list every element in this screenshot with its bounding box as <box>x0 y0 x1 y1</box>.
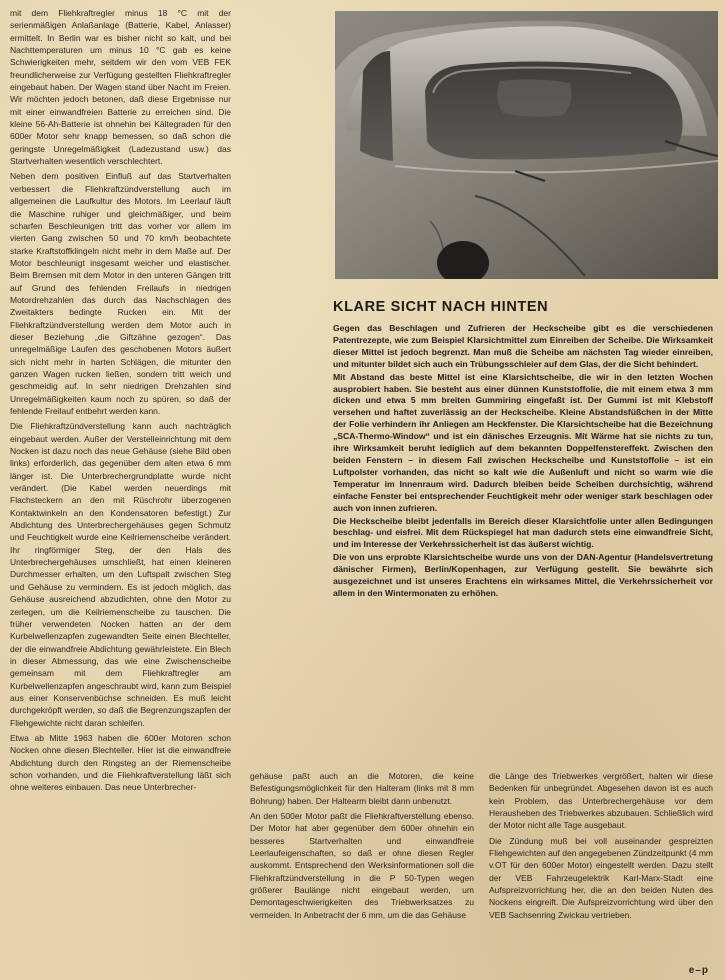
left-paragraph-3: Die Fliehkraftzündverstellung kann auch nachträglich eingebaut werden. Außer der Verstelleinrichtung mit dem Nocken ist dazu noch das neue Gehäuse (siehe Bild oben links) erforderlich, das gegenüber dem alten etwa 6 mm länger ist. Die Unterbrechergrundplatte wurde nicht verändert. (Die Kabel werden neuerdings mit Flachsteckern an den mit Rüschrohr überzogenen Kontaktwinkeln an den Kondensatoren befestigt.) Zur Abdichtung des Unterbrechergehäuses gegen Schmutz und Feuchtigkeit wurde eine Keilriemenscheibe verändert. Ihr ringförmiger Steg, der den Hals des Unterbrechergehäuses umschließt, hat einen kleineren Durchmesser erhalten, um den Luftspalt zwischen Steg und Gehäuse zu vermindern. Es ist jedoch möglich, das Gehäuse ausreichend abzudichten, ohne den Motor zu zerlegen, um die Keilriemenscheibe zu tauschen. Die früher verwendeten Nocken hatten an der dem Kurbelwellenzapfen zugewandten Seite einen Blechteller, der die einwandfreie Abdichtung gewährleistete. Ein Blech in dieser Abmessung, das wie eine Zwischenscheibe gemeinsam mit dem Fliehkraftregler am Kurbelwellenzapfen angeschraubt wird, kann zum Beispiel aus einer Konservenbüchse schneiden. Es muß leicht durchgekröpft werden, so daß die Begrenzungszapfen der Fliehgewichte nicht daran schleifen. <box>10 421 231 728</box>
left-text-column <box>10 7 231 977</box>
article-heading: KLARE SICHT NACH HINTEN <box>333 299 549 315</box>
car-rear-window-photo <box>335 11 718 279</box>
middle-paragraph-1: gehäuse paßt auch an die Motoren, die keine Befestigungsmöglichkeit für den Halteram (links mit 8 mm Bohrung) haben. Der Haltearm bleibt dann unbenutzt. <box>250 771 474 806</box>
right-text-column <box>489 770 713 975</box>
middle-paragraph-2: An den 500er Motor paßt die Fliehkraftverstellung ebenso. Der Motor hat aber gegenüber dem 600er ohnehin ein besseres Startverhalten und einwandfreie Leerlaufeigenschaften, so daß er ohne diesen Regler auskommt. Entsprechend den Werksinformationen soll die Fliehkraftzündverstellung in die P 50-Typen wegen größerer Baulänge nicht eingebaut werden, um Demontageschwierigkeiten des Triebwerksatzes zu vermeiden. In Anbetracht der 6 mm, um die das Gehäuse <box>250 811 474 920</box>
right-paragraph-2: Die Zündung muß bei voll auseinander gespreizten Fliehgewichten auf den angegebenen Zündzeitpunkt (4 mm v.OT für den 600er Motor) eingestellt werden. Dazu stellt der VEB Fahrzeugelektrik Karl-Marx-Stadt eine Aufspreizvorrichtung her, die an den beiden Nuten des Nockens eingreift. Die Aufspreizvorrichtung wird über den VEB Sachsenring Zwickau vertrieben. <box>489 835 713 920</box>
article-paragraph-3: Die Heckscheibe bleibt jedenfalls im Bereich dieser Klarsichtfolie unter allen Bedingungen beschlag- und eisfrei. Mit dem Rückspiegel hat man dadurch stets eine einwandfreie Sicht, und im Interesse der Verkehrssicherheit ist das äußerst wichtig. <box>333 515 713 550</box>
left-paragraph-4: Etwa ab Mitte 1963 haben die 600er Motoren schon Nocken ohne diesen Blechteller. Hier ist die einwandfreie Abdichtung durch den Ringsteg an der Riemenscheibe schon vorhanden, und die Fliehkraftverstellung läßt sich ohne weiteres einbauen. Das neue Unterbrecher- <box>10 732 231 793</box>
right-paragraph-1: die Länge des Triebwerkes vergrößert, halten wir diese Bedenken für unbegründet. Abgesehen davon ist es auch kein Problem, das Unterbrechergehäuse vor dem Herausheben des Triebwerkes abzubauen. Schließlich wird der Motor nicht alle Tage ausgebaut. <box>489 771 713 831</box>
article-paragraph-1: Gegen das Beschlagen und Zufrieren der Heckscheibe gibt es die verschiedenen Patentrezepte, wie zum Beispiel Klarsichtmittel zum Einreiben der Scheibe. Die Wirksamkeit dieser Mittel ist jedoch begrenzt. Man muß die Scheibe am nächsten Tag wieder einreiben, und mitunter bildet sich auch ein Trübungsschleier auf dem Glas, der die Sicht behindert. <box>333 323 713 369</box>
article-body <box>333 323 713 678</box>
author-signature: e–p <box>688 965 709 976</box>
article-paragraph-2: Mit Abstand das beste Mittel ist eine Klarsichtscheibe, die wir in den letzten Wochen ausprobiert haben. Sie besteht aus einer dünnen Kunststoffolie, die mit einem etwa 3 mm dicken und etwa 5 mm breiten Gummiring eingefaßt ist. Der Gummi ist mit Klebstoff versehen und haftet zuverlässig an der Heckscheibe. Kleine Abstandsfüßchen in der Mitte der Folie verhindern ihr Anliegen am Heckfenster. Die Klarsichtscheibe hat die Bezeichnung „SCA-Thermo-Window“ und ist ein dänisches Erzeugnis. Mit Wärme hat sie nichts zu tun, ihre Wirksamkeit beruht lediglich auf dem bekannten Doppelfenstereffekt. Zwischen den beiden Fenstern – in diesem Fall zwischen Heckscheibe und Kunststoffolie – ist ein Luftpolster vorhanden, das nicht so kalt wie die Außenluft und nicht so warm wie die Temperatur im Innenraum wird. Dadurch bleiben beide Scheiben durchsichtig, während einfache Fenster bei entsprechender Feuchtigkeit mehr oder weniger stark beschlagen oder auch von innen zufrieren. <box>333 371 713 513</box>
left-paragraph-1: mit dem Fliehkraftregler minus 18 °C mit der serienmäßigen Anlaßanlage (Batterie, Kabel, Anlasser) ermittelt. In Berlin war es bisher nicht so kalt, und bei Nachttemperaturen um minus 10 °C gab es keine Schwierigkeiten mehr, seitdem wir den vom VEB FEK freundlicherweise zur Verfügung gestellten Fliehkraftregler eingebaut haben. Der Wagen stand über Nacht im Freien. Wir möchten jedoch betonen, daß diese Ergebnisse nur mit einer einwandfreien Batterie zu erreichen sind. Die kleine 56-Ah-Batterie ist ohnehin bei Kältegraden für den 600er Motor sehr knapp bemessen, so daß schon die geringste Unregelmäßigkeit (Ladezustand usw.) das Startverhalten wesentlich verschlechtert. <box>10 8 231 167</box>
left-paragraph-2: Neben dem positiven Einfluß auf das Startverhalten verbessert die Fliehkraftzündverstellung auch im allgemeinen die Laufkultur des Motors. Im Leerlauf läuft die Maschine ruhiger und gleichmäßiger, und beim scharfen Beschleunigen tritt das vorher vor allem im vierten Gang zwischen 50 und 70 km/h beobachtete starke Kraftstoffklingeln nicht mehr in dem Maße auf. Der Motor beschleunigt insgesamt weicher und elastischer. Beim Bremsen mit dem Motor in den unteren Gängen tritt auf Grund des fehlenden Freilaufs in niedrigen Motordrehzahlen das durch das Nachschlagen des Zweitakters bedingte Rucken ein. Mit der Fliehkraftzündverstellung werden dem Motor auch in dieser Beziehung „die Giftzähne gezogen“. Das unregelmäßige Laufen des geschobenen Motors äußert sich nicht mehr in harten Schlägen, die mitunter den ganzen Wagen rucken ließen, sondern tritt weich und geschmeidig auf. In sehr niedrigen Drehzahlen sind Unregelmäßigkeiten kaum noch zu spüren, so daß der fehlende Freilauf entbehrt werden kann. <box>10 171 231 416</box>
middle-text-column <box>250 770 474 970</box>
article-paragraph-4: Die von uns erprobte Klarsichtscheibe wurde uns von der DAN-Agentur (Handelsvertretung dänischer Firmen), Berlin/Kopenhagen, zur Verfügung gestellt. Sie bewährte sich ausgezeichnet und ist unseres Erachtens ein wirksames Mittel, die Verkehrssicherheit vor allem in den Wintermonaten zu erhöhen. <box>333 552 713 598</box>
car-photo-illustration <box>335 11 718 279</box>
